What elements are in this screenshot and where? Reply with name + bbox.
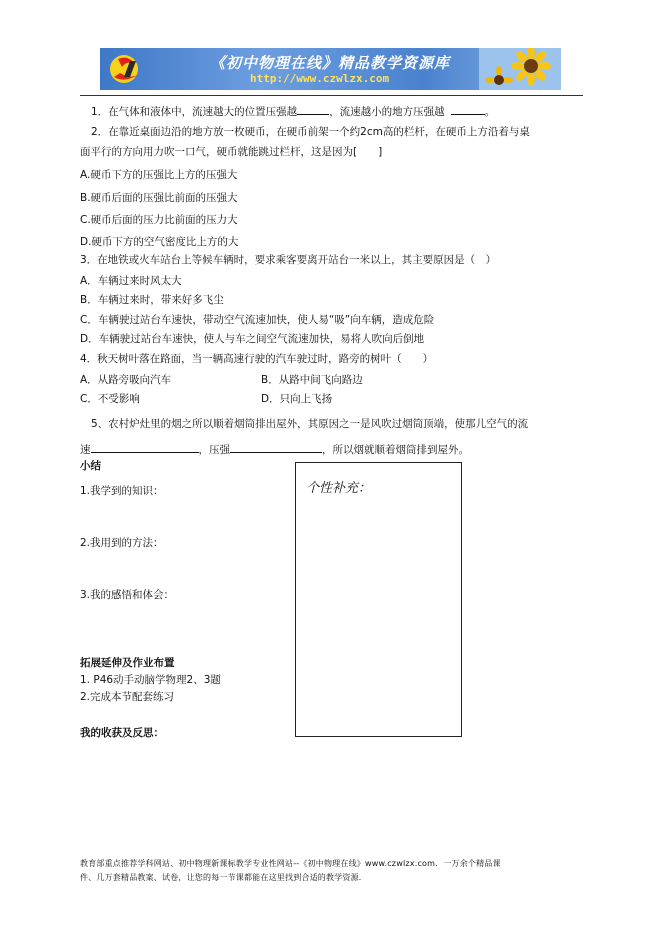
answer-blank[interactable] xyxy=(297,103,329,115)
answer-blank[interactable] xyxy=(91,441,199,453)
banner-title: 《初中物理在线》精品教学资源库 xyxy=(210,54,451,72)
question-2-line-1: 2．在靠近桌面边沿的地方放一枚硬币，在硬币前架一个约2cm高的栏杆，在硬币上方沿着与桌 xyxy=(91,126,530,138)
summary-item: 2.我用到的方法： xyxy=(80,537,164,549)
option-b: B.硬币后面的压强比前面的压强大 xyxy=(80,192,238,204)
option-a: A.硬币下方的压强比上方的压强大 xyxy=(80,169,238,181)
summary-title: 小结 xyxy=(80,460,101,472)
option-d: D．只向上飞扬 xyxy=(261,393,333,405)
personal-supplement-label: 个性补充： xyxy=(306,481,372,496)
option-d: D.硬币下方的空气密度比上方的大 xyxy=(80,236,239,248)
header-rule xyxy=(80,95,583,96)
question-3: 3．在地铁或火车站台上等候车辆时，要求乘客要离开站台一米以上，其主要原因是（ ） xyxy=(80,254,497,266)
option-c: C．不受影响 xyxy=(80,393,140,405)
summary-item: 1.我学到的知识： xyxy=(80,485,164,497)
option-b: B．车辆过来时，带来好多飞尘 xyxy=(80,294,224,306)
summary-item: 3.我的感悟和体会： xyxy=(80,589,175,601)
option-b: B．从路中间飞向路边 xyxy=(261,374,363,386)
header-banner xyxy=(100,48,561,90)
banner-url[interactable]: http://www.czwlzx.com xyxy=(250,72,390,85)
personal-supplement-box[interactable] xyxy=(295,462,462,737)
question-5-line-1: 5、农村炉灶里的烟之所以顺着烟筒排出屋外，其原因之一是风吹过烟筒顶端，使那儿空气的流 xyxy=(91,418,529,430)
site-logo xyxy=(108,53,154,85)
question-4: 4．秋天树叶落在路面，当一辆高速行驶的汽车驶过时，路旁的树叶（ ） xyxy=(80,353,434,365)
option-c: C．车辆驶过站台车速快，带动空气流速加快，使人易“吸”向车辆，造成危险 xyxy=(80,314,435,326)
question-5-line-2: 速 ，压强 ，所以烟就顺着烟筒排到屋外。 xyxy=(80,441,469,457)
question-1: 1．在气体和液体中，流速越大的位置压强越 ，流速越小的地方压强越 。 xyxy=(91,103,495,119)
option-c: C.硬币后面的压力比前面的压力大 xyxy=(80,214,238,226)
answer-blank[interactable] xyxy=(451,103,485,115)
footer-line-2: 件、几万套精品教案、试卷，让您的每一节课都能在这里找到合适的教学资源． xyxy=(80,873,367,882)
extension-item: 2.完成本节配套练习 xyxy=(80,691,175,703)
option-a: A．从路旁吸向汽车 xyxy=(80,374,172,386)
question-2-line-2: 面平行的方向用力吹一口气，硬币就能跳过栏杆，这是因为[ ] xyxy=(80,146,383,158)
option-d: D．车辆驶过站台车速快，使人与车之间空气流速加快，易将人吹向后倒地 xyxy=(80,333,425,345)
reflection-title: 我的收获及反思： xyxy=(80,727,164,739)
option-a: A．车辆过来时风太大 xyxy=(80,275,182,287)
sunflower-image xyxy=(479,48,561,90)
extension-title: 拓展延伸及作业布置 xyxy=(80,657,175,669)
answer-blank[interactable] xyxy=(230,441,322,453)
footer-line-1: 教育部重点推荐学科网站、初中物理新课标教学专业性网站--《初中物理在线》www.czwlzx.com．一万余个精品课 xyxy=(80,859,501,868)
extension-item: 1. P46动手动脑学物理2、3题 xyxy=(80,674,221,686)
